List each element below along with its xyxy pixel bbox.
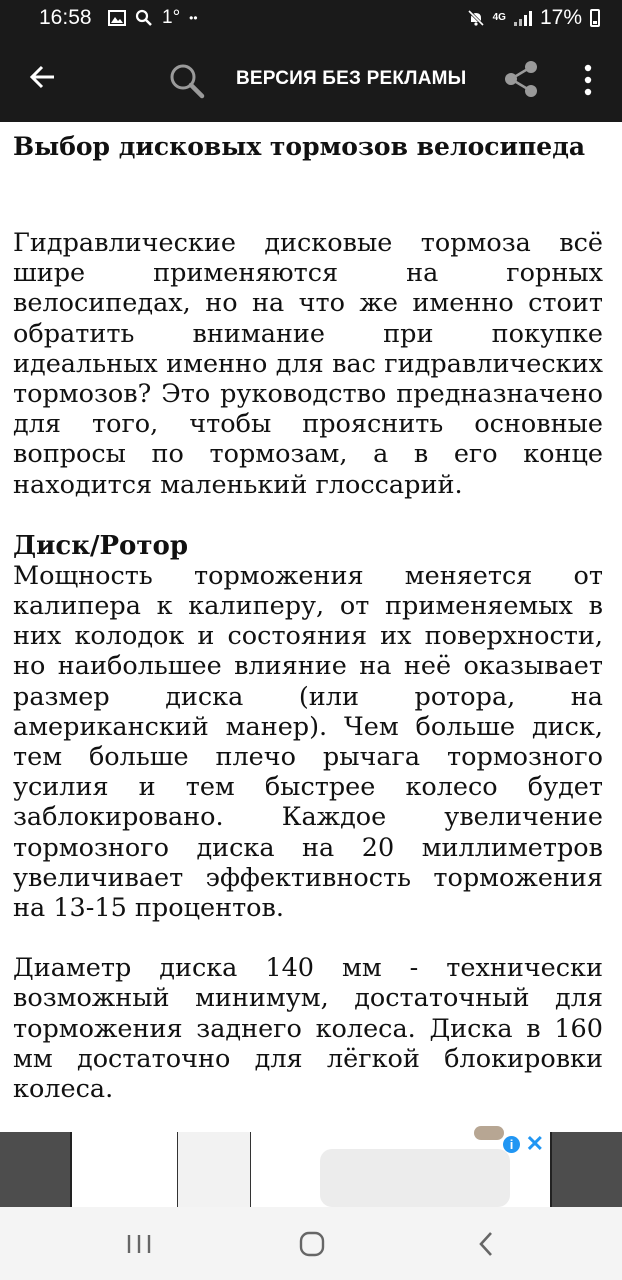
mute-icon — [467, 9, 485, 27]
ad-info-icon[interactable]: i — [503, 1136, 520, 1153]
battery-icon — [590, 9, 600, 27]
more-vert-icon[interactable] — [578, 62, 598, 98]
ad-decoration — [474, 1126, 504, 1140]
recents-icon[interactable] — [125, 1233, 153, 1255]
status-right-icons — [467, 6, 600, 30]
home-icon[interactable] — [298, 1231, 326, 1257]
article-content[interactable] — [13, 124, 603, 1132]
status-more-dots: •• — [189, 11, 198, 25]
section-heading: Диск/Ротор — [13, 530, 189, 561]
article-paragraph: Гидравлические дисковые тормоза всё шире применяются на горных велосипедах, но на что же именно стоит обратить внимание при покупке идеальных именно для вас гидравлических тормозов? Это руководство предназначено для того, чтобы прояснить основные вопросы по тормозам, а в его конце находится маленький глоссарий. — [13, 228, 603, 500]
ad-free-version-link[interactable]: ВЕРСИЯ БЕЗ РЕКЛАМЫ — [236, 68, 467, 89]
network-type: 4G — [492, 12, 506, 23]
ad-content[interactable] — [70, 1132, 552, 1207]
article-paragraph: Диаметр диска 140 мм - технически возможный минимум, достаточный для торможения заднего колеса. Диска в 160 мм достаточно для лёгкой блокировки колеса. — [13, 953, 603, 1105]
ad-image — [320, 1149, 510, 1207]
status-temperature: 1° — [162, 7, 181, 28]
battery-percent: 17% — [539, 6, 582, 29]
status-left-icons — [108, 7, 198, 29]
search-notification-icon — [135, 9, 153, 27]
ad-image-strip — [177, 1132, 251, 1207]
status-bar — [0, 0, 622, 38]
back-icon[interactable] — [476, 1231, 496, 1257]
status-time: 16:58 — [39, 6, 92, 29]
gallery-icon — [108, 10, 126, 26]
signal-icon — [514, 10, 532, 26]
share-icon[interactable] — [503, 60, 539, 98]
ad-banner — [0, 1132, 622, 1207]
ad-close-icon[interactable]: ✕ — [525, 1131, 544, 1156]
app-toolbar — [0, 38, 622, 122]
article-title: Выбор дисковых тормозов велосипеда — [13, 132, 586, 161]
article-paragraph: Мощность торможения меняется от калипера к калиперу, от применяемых в них колодок и состояния их поверхности, но наибольшее влияние на неё оказывает размер диска (или ротора, на американский манер). Чем больше диск, тем больше плечо рычага тормозного усилия и тем быстрее колесо будет заблокировано. Каждое увеличение тормозного диска на 20 миллиметров увеличивает эффективность торможения на 13-15 процентов. — [13, 560, 603, 924]
search-icon[interactable] — [168, 62, 206, 100]
back-arrow-icon[interactable] — [26, 60, 60, 94]
system-nav-bar — [0, 1207, 622, 1280]
